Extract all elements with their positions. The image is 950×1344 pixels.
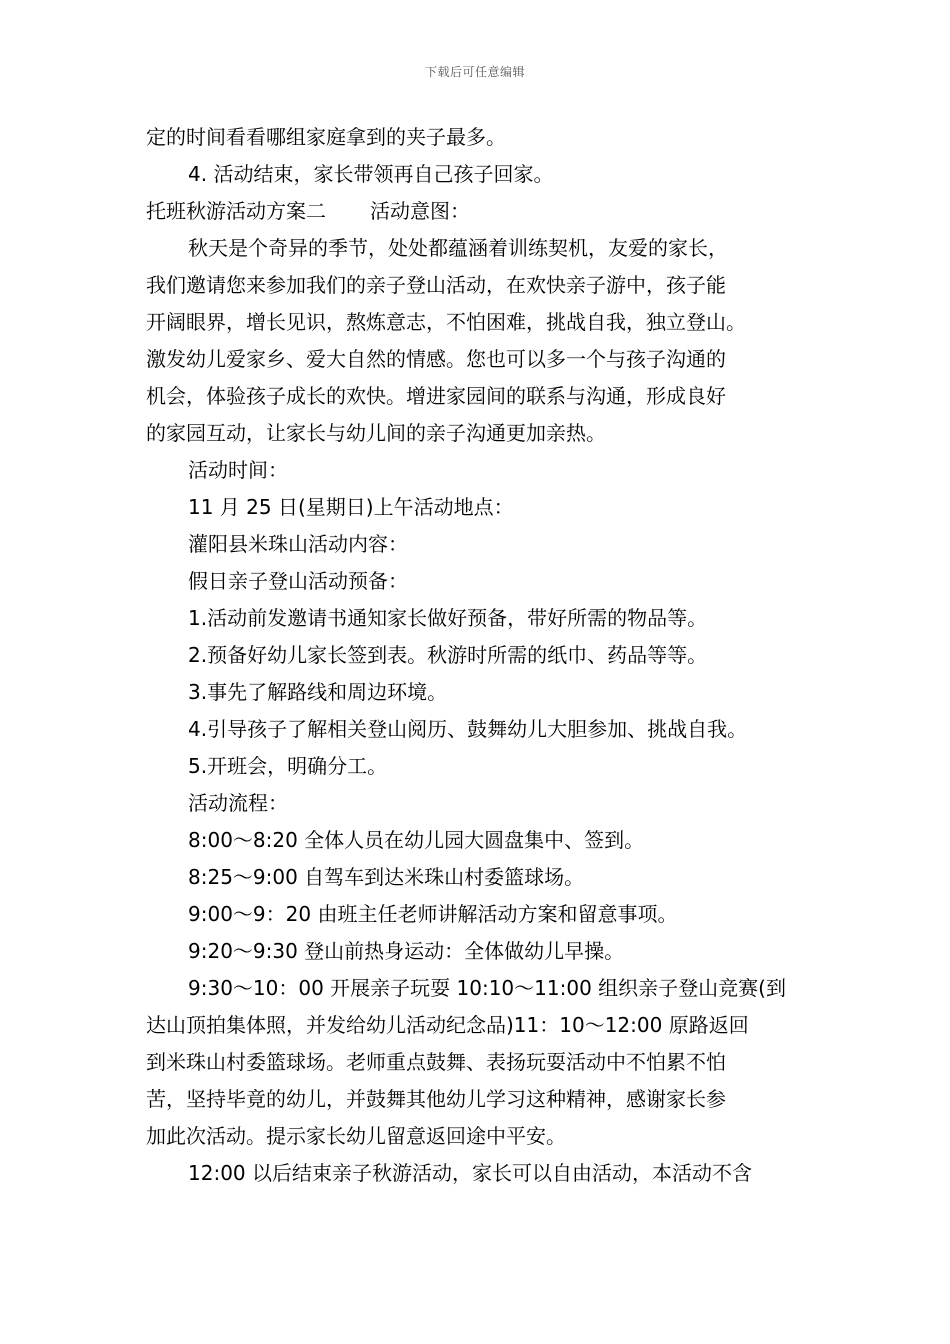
paragraph-line: 定的时间看看哪组家庭拿到的夹子最多。 xyxy=(146,125,506,149)
page-header-note: 下载后可任意编辑 xyxy=(424,65,525,79)
paragraph-line: 激发幼儿爱家乡、爱大自然的情感。您也可以多一个与孩子沟通的 xyxy=(146,347,726,371)
section-title-line xyxy=(146,198,470,224)
section-title: 托班秋游活动方案二 xyxy=(146,199,326,223)
paragraph-line: 4. 活动结束，家长带领再自己孩子回家。 xyxy=(188,162,554,186)
paragraph-line: 假日亲子登山活动预备： xyxy=(188,569,408,593)
paragraph-line: 苦，坚持毕竟的幼儿，并鼓舞其他幼儿学习这种精神，感谢家长参 xyxy=(146,1087,726,1111)
paragraph-line: 11 月 25 日(星期日)上午活动地点： xyxy=(188,495,514,519)
paragraph-line: 活动时间： xyxy=(188,458,288,482)
paragraph-line: 12:00 以后结束亲子秋游活动，家长可以自由活动，本活动不含 xyxy=(188,1161,752,1185)
schedule-item: 9:20～9:30 登山前热身运动：全体做幼儿早操。 xyxy=(188,939,625,963)
schedule-item: 9:30～10：00 开展亲子玩耍 10:10～11:00 组织亲子登山竞赛(到 xyxy=(188,976,786,1000)
list-item: 4.引导孩子了解相关登山阅历、鼓舞幼儿大胆参加、挑战自我。 xyxy=(188,717,748,741)
paragraph-line: 秋天是个奇异的季节，处处都蕴涵着训练契机，友爱的家长， xyxy=(188,236,728,260)
list-item: 5.开班会，明确分工。 xyxy=(188,754,388,778)
list-item: 2.预备好幼儿家长签到表。秋游时所需的纸巾、药品等等。 xyxy=(188,643,708,667)
paragraph-line: 灌阳县米珠山活动内容： xyxy=(188,532,408,556)
paragraph-line: 开阔眼界，增长见识，熬炼意志，不怕困难，挑战自我，独立登山。 xyxy=(146,310,746,334)
paragraph-line: 到米珠山村委篮球场。老师重点鼓舞、表扬玩耍活动中不怕累不怕 xyxy=(146,1050,726,1074)
paragraph-line: 我们邀请您来参加我们的亲子登山活动，在欢快亲子游中，孩子能 xyxy=(146,273,726,297)
paragraph-line: 机会，体验孩子成长的欢快。增进家园间的联系与沟通，形成良好 xyxy=(146,384,726,408)
schedule-item: 9:00～9：20 由班主任老师讲解活动方案和留意事项。 xyxy=(188,902,678,926)
schedule-item: 8:25～9:00 自驾车到达米珠山村委篮球场。 xyxy=(188,865,585,889)
schedule-item: 8:00～8:20 全体人员在幼儿园大圆盘集中、签到。 xyxy=(188,828,645,852)
list-item: 3.事先了解路线和周边环境。 xyxy=(188,680,448,704)
paragraph-line: 活动流程： xyxy=(188,791,288,815)
paragraph-line: 达山顶拍集体照，并发给幼儿活动纪念品)11：10～12:00 原路返回 xyxy=(146,1013,749,1037)
section-subtitle: 活动意图： xyxy=(370,199,470,223)
list-item: 1.活动前发邀请书通知家长做好预备，带好所需的物品等。 xyxy=(188,606,708,630)
paragraph-line: 的家园互动，让家长与幼儿间的亲子沟通更加亲热。 xyxy=(146,421,606,445)
paragraph-line: 加此次活动。提示家长幼儿留意返回途中平安。 xyxy=(146,1124,566,1148)
